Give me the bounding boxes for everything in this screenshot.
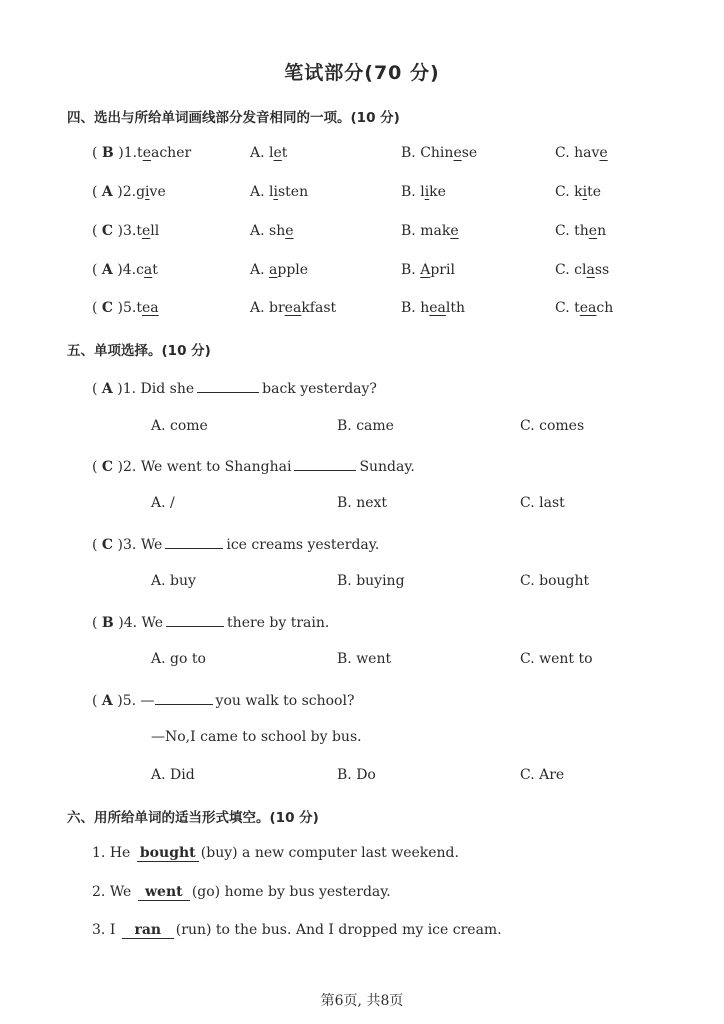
underlined-part: e: [273, 145, 282, 161]
word-part: sten: [277, 184, 309, 200]
option-word: [269, 223, 294, 239]
option-b: [401, 300, 465, 316]
word-part: g: [136, 184, 146, 200]
word-part: pril: [430, 262, 455, 278]
question-stem: ( A )4.cat: [92, 262, 158, 278]
option-text: C. last: [520, 495, 565, 511]
answer-letter: B: [101, 615, 114, 631]
option-a: [151, 573, 196, 589]
sentence-after: (go) home by bus yesterday.: [191, 884, 391, 900]
answer-blank: [294, 456, 356, 471]
option-text: C. went to: [520, 651, 593, 667]
question-word: [136, 300, 158, 316]
underlined-part: e: [599, 145, 608, 161]
word-part: kfast: [301, 300, 337, 316]
question-stem: ( C )2. We went to Shanghai Sunday.: [92, 456, 415, 475]
option-text: C. Are: [520, 767, 565, 783]
question-stem: ( A )2.give: [92, 184, 166, 200]
word-part: acher: [150, 145, 192, 161]
filled-answer: went: [138, 884, 190, 901]
option-label: A.: [250, 262, 265, 278]
question-word: [136, 223, 159, 239]
option-label: C.: [555, 262, 570, 278]
underlined-part: i: [145, 184, 150, 200]
option-label: C.: [555, 145, 570, 161]
option-b: [401, 184, 446, 200]
answer-letter: C: [101, 459, 114, 475]
fill-sentence: [92, 922, 502, 939]
word-part: ss: [594, 262, 610, 278]
option-text: A. buy: [151, 573, 196, 589]
option-c: [555, 262, 609, 278]
word-part: te: [587, 184, 602, 200]
question-after: you walk to school?: [215, 693, 355, 709]
option-word: [420, 184, 446, 200]
option-label: B.: [401, 223, 416, 239]
option-c: [555, 223, 606, 239]
option-b: [401, 262, 455, 278]
option-text: B. next: [337, 495, 388, 511]
underlined-part: ea: [579, 300, 597, 316]
option-word: [420, 145, 477, 161]
option-a: [151, 767, 195, 783]
option-label: A.: [250, 145, 265, 161]
underlined-part: e: [285, 223, 294, 239]
option-label: B.: [401, 300, 416, 316]
word-part: cl: [574, 262, 587, 278]
underlined-part: ea: [284, 300, 302, 316]
option-b: [337, 573, 405, 589]
answer-letter: C: [101, 300, 114, 316]
word-part: th: [574, 223, 589, 239]
question-number: 3.: [92, 922, 106, 938]
option-label: A.: [250, 184, 265, 200]
word-part: t: [136, 223, 142, 239]
word-part: sh: [269, 223, 286, 239]
question-after: back yesterday?: [262, 381, 377, 397]
option-text: A. come: [151, 418, 208, 434]
word-part: ke: [429, 184, 446, 200]
question-after: Sunday.: [359, 459, 415, 475]
question-number: 4.: [122, 262, 137, 278]
dialog-reply: [151, 729, 362, 745]
option-c: [520, 495, 565, 511]
option-a: [250, 223, 294, 239]
option-b: [401, 223, 459, 239]
word-part: mak: [420, 223, 451, 239]
section-4-heading: 四、选出与所给单词画线部分发音相同的一项。(10 分): [67, 110, 400, 126]
word-part: pple: [277, 262, 309, 278]
word-part: lth: [445, 300, 465, 316]
underlined-part: ea: [142, 300, 159, 316]
word-part: Chin: [420, 145, 454, 161]
option-a: [151, 418, 208, 434]
option-word: [420, 223, 458, 239]
sentence-after: (run) to the bus. And I dropped my ice cream.: [175, 922, 502, 938]
word-part: t: [136, 300, 142, 316]
question-after: ice creams yesterday.: [226, 537, 380, 553]
option-text: C. bought: [520, 573, 590, 589]
word-part: k: [574, 184, 583, 200]
question-stem: ( C )3.tell: [92, 223, 160, 239]
question-before: We: [140, 537, 163, 553]
option-c: [555, 300, 613, 316]
underlined-part: i: [273, 184, 278, 200]
question-word: [136, 262, 158, 278]
option-word: [269, 145, 287, 161]
filled-answer: ran: [122, 922, 174, 939]
underlined-part: ea: [429, 300, 446, 316]
option-label: C.: [555, 184, 570, 200]
word-part: l: [269, 184, 274, 200]
option-text: B. Do: [337, 767, 376, 783]
question-number: 3.: [123, 537, 137, 553]
underlined-part: e: [588, 223, 598, 239]
underlined-part: e: [450, 223, 459, 239]
option-word: [269, 262, 308, 278]
word-part: l: [420, 184, 425, 200]
fill-sentence: [92, 845, 459, 862]
question-before: We: [141, 615, 164, 631]
option-b: [401, 145, 477, 161]
option-label: A.: [250, 300, 265, 316]
word-part: ll: [150, 223, 160, 239]
answer-letter: C: [101, 223, 114, 239]
option-text: B. came: [337, 418, 394, 434]
option-text: B. went: [337, 651, 392, 667]
option-text: B. buying: [337, 573, 405, 589]
option-a: [250, 145, 287, 161]
question-stem: ( C )3. We ice creams yesterday.: [92, 534, 379, 553]
question-stem: ( A )1. Did she back yesterday?: [92, 378, 377, 397]
question-number: 2.: [123, 459, 137, 475]
option-label: B.: [401, 145, 416, 161]
word-part: l: [269, 145, 274, 161]
underlined-part: e: [142, 145, 151, 161]
answer-blank: [166, 612, 224, 627]
word-part: t: [574, 300, 580, 316]
question-stem: ( B )4. We there by train.: [92, 612, 329, 631]
option-word: [574, 145, 608, 161]
answer-letter: A: [101, 184, 113, 200]
sentence-before: We: [109, 884, 132, 900]
word-part: br: [269, 300, 285, 316]
question-number: 1.: [122, 381, 137, 397]
question-stem: ( A )5. — you walk to school?: [92, 690, 354, 709]
question-number: 1.: [92, 845, 106, 861]
answer-letter: A: [101, 693, 113, 709]
section-6-heading: 六、用所给单词的适当形式填空。(10 分): [67, 810, 319, 826]
question-before: —: [140, 693, 155, 709]
question-number: 3.: [123, 223, 137, 239]
fill-sentence: [92, 884, 391, 901]
question-number: 1.: [123, 145, 138, 161]
word-part: se: [461, 145, 478, 161]
underlined-part: A: [420, 262, 431, 278]
page-footer: 第6页, 共8页: [320, 993, 404, 1009]
sentence-after: (buy) a new computer last weekend.: [200, 845, 459, 861]
option-text: A. go to: [151, 651, 206, 667]
word-part: c: [136, 262, 144, 278]
option-word: [574, 223, 606, 239]
reply-text: —No,I came to school by bus.: [151, 729, 362, 745]
word-part: t: [152, 262, 158, 278]
question-number: 2.: [122, 184, 137, 200]
option-b: [337, 418, 394, 434]
option-a: [151, 651, 206, 667]
sentence-before: I: [109, 922, 116, 938]
question-before: We went to Shanghai: [140, 459, 292, 475]
answer-letter: B: [101, 145, 114, 161]
option-c: [520, 573, 589, 589]
option-label: A.: [250, 223, 265, 239]
underlined-part: e: [142, 223, 151, 239]
underlined-part: a: [269, 262, 278, 278]
option-word: [574, 262, 609, 278]
option-text: A. /: [151, 495, 175, 511]
underlined-part: e: [453, 145, 462, 161]
question-number: 5.: [122, 693, 137, 709]
option-c: [555, 145, 608, 161]
option-b: [337, 495, 387, 511]
question-stem: ( C )5.tea: [92, 300, 159, 316]
option-b: [337, 767, 376, 783]
question-word: [137, 145, 191, 161]
question-word: [136, 184, 166, 200]
option-label: C.: [555, 300, 570, 316]
underlined-part: i: [582, 184, 588, 200]
question-after: there by train.: [227, 615, 330, 631]
option-text: A. Did: [151, 767, 195, 783]
underlined-part: i: [424, 184, 430, 200]
option-word: [269, 300, 336, 316]
filled-answer: bought: [137, 845, 199, 862]
option-c: [520, 651, 593, 667]
option-text: C. comes: [520, 418, 585, 434]
sentence-before: He: [109, 845, 131, 861]
option-word: [574, 300, 613, 316]
answer-letter: A: [101, 381, 113, 397]
underlined-part: a: [143, 262, 153, 278]
question-stem: ( B )1.teacher: [92, 145, 192, 161]
option-c: [520, 767, 564, 783]
word-part: ch: [596, 300, 614, 316]
word-part: t: [281, 145, 288, 161]
option-c: [520, 418, 584, 434]
answer-blank: [155, 690, 213, 705]
option-a: [151, 495, 175, 511]
option-word: [574, 184, 601, 200]
word-part: hav: [574, 145, 600, 161]
option-label: B.: [401, 184, 416, 200]
page-title: 笔试部分(70 分): [284, 62, 440, 84]
question-number: 2.: [92, 884, 106, 900]
option-label: B.: [401, 262, 416, 278]
option-a: [250, 300, 336, 316]
option-label: C.: [555, 223, 570, 239]
word-part: t: [137, 145, 143, 161]
answer-letter: C: [101, 537, 114, 553]
question-number: 5.: [123, 300, 137, 316]
question-before: Did she: [140, 381, 195, 397]
option-a: [250, 184, 308, 200]
option-word: [420, 300, 465, 316]
option-b: [337, 651, 391, 667]
option-c: [555, 184, 601, 200]
answer-blank: [165, 534, 223, 549]
word-part: h: [420, 300, 430, 316]
answer-blank: [197, 378, 259, 393]
word-part: n: [597, 223, 607, 239]
option-word: [269, 184, 308, 200]
underlined-part: a: [586, 262, 595, 278]
answer-letter: A: [101, 262, 113, 278]
option-a: [250, 262, 308, 278]
word-part: ve: [149, 184, 166, 200]
question-number: 4.: [123, 615, 138, 631]
option-word: [420, 262, 455, 278]
section-5-heading: 五、单项选择。(10 分): [67, 343, 211, 359]
